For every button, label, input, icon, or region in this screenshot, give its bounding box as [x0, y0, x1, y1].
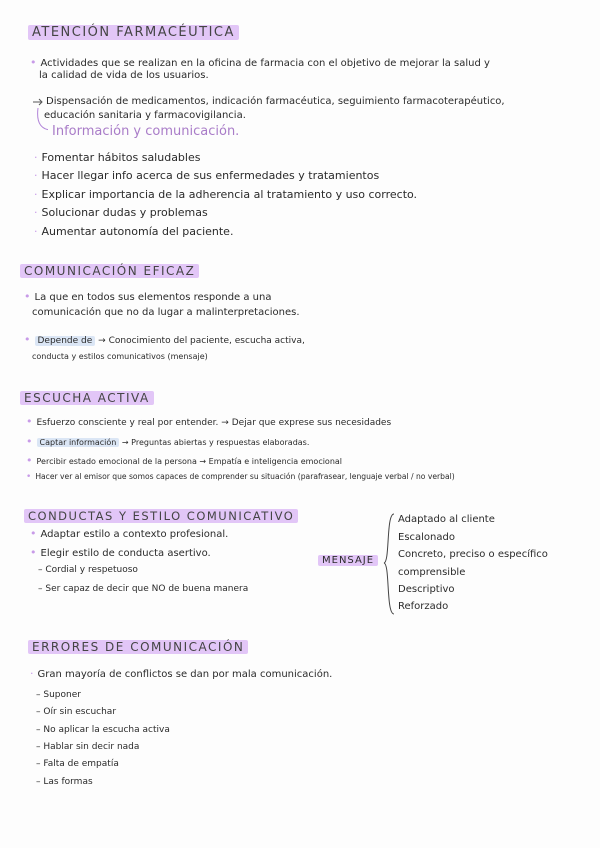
depends-label: Depende de: [35, 336, 96, 346]
section-title-conductas: CONDUCTAS Y ESTILO COMUNICATIVO: [24, 509, 298, 523]
escucha-item: • Percibir estado emocional de la persona → Empatía e inteligencia emocional: [26, 454, 343, 467]
mensaje-item: Adaptado al cliente: [398, 514, 495, 525]
comunicacion-depends: • Depende de → Conocimiento del paciente, escucha activa,: [24, 333, 305, 346]
arrow-right-icon: →: [199, 457, 207, 466]
arrow-right-icon: →: [221, 418, 229, 428]
escucha-item: • Esfuerzo consciente y real por entender. → Dejar que exprese sus necesidades: [26, 415, 392, 428]
mensaje-item: Concreto, preciso o específico: [398, 549, 548, 560]
atencion-highlight: Información y comunicación.: [52, 124, 240, 139]
comunicacion-line1: • La que en todos sus elementos responde a una: [24, 290, 272, 303]
errores-item: – Oír sin escuchar: [36, 707, 117, 717]
list-item: · Explicar importancia de la adherencia al tratamiento y uso correcto.: [34, 188, 418, 201]
escucha-item: • Captar información → Preguntas abiertas y respuestas elaboradas.: [26, 435, 310, 448]
list-item: · Hacer llegar info acerca de sus enfermedades y tratamientos: [34, 169, 380, 182]
list-item: · Fomentar hábitos saludables: [34, 151, 201, 164]
mensaje-label: MENSAJE: [318, 555, 378, 566]
bullet-icon: •: [30, 56, 37, 69]
errores-item: – Suponer: [36, 690, 81, 700]
atencion-activities: Dispensación de medicamentos, indicación farmacéutica, seguimiento farmacoterapéutico,: [46, 96, 505, 107]
section-title-atencion: ATENCIÓN FARMACÉUTICA: [28, 25, 239, 40]
conductas-item: • Adaptar estilo a contexto profesional.: [30, 527, 229, 540]
errores-item: – Hablar sin decir nada: [36, 742, 140, 752]
arrow-right-icon: →: [98, 336, 106, 346]
escucha-item: • Hacer ver al emisor que somos capaces de comprender su situación (parafrasear, lenguaje verbal / no verbal): [26, 472, 455, 482]
list-item: · Aumentar autonomía del paciente.: [34, 225, 234, 238]
errores-item: – Falta de empatía: [36, 759, 119, 769]
arrow-right-icon: →: [121, 438, 129, 447]
mensaje-item: comprensible: [398, 567, 466, 578]
mensaje-item: Descriptivo: [398, 584, 455, 595]
brace-icon: [382, 512, 396, 616]
conductas-subitem: – Ser capaz de decir que NO de buena manera: [38, 584, 249, 594]
errores-intro: · Gran mayoría de conflictos se dan por mala comunicación.: [30, 667, 333, 680]
conductas-subitem: – Cordial y respetuoso: [38, 565, 138, 575]
conductas-item: • Elegir estilo de conducta asertivo.: [30, 546, 211, 559]
errores-item: – Las formas: [36, 777, 93, 787]
section-title-errores: ERRORES DE COMUNICACIÓN: [28, 640, 248, 654]
section-title-escucha: ESCUCHA ACTIVA: [20, 391, 154, 405]
comunicacion-depends-line2: conducta y estilos comunicativos (mensaje): [32, 352, 208, 361]
errores-item: – No aplicar la escucha activa: [36, 725, 170, 735]
list-item: · Solucionar dudas y problemas: [34, 206, 208, 219]
mensaje-item: Reforzado: [398, 601, 449, 612]
atencion-activities-line2: educación sanitaria y farmacovigilancia.: [44, 110, 246, 121]
mensaje-item: Escalonado: [398, 532, 455, 543]
atencion-intro-line2: la calidad de vida de los usuarios.: [39, 70, 209, 81]
section-title-comunicacion: COMUNICACIÓN EFICAZ: [20, 264, 199, 278]
comunicacion-line2: comunicación que no da lugar a malinterpretaciones.: [32, 307, 300, 318]
atencion-intro: • Actividades que se realizan en la oficina de farmacia con el objetivo de mejorar la salud y: [30, 56, 490, 69]
